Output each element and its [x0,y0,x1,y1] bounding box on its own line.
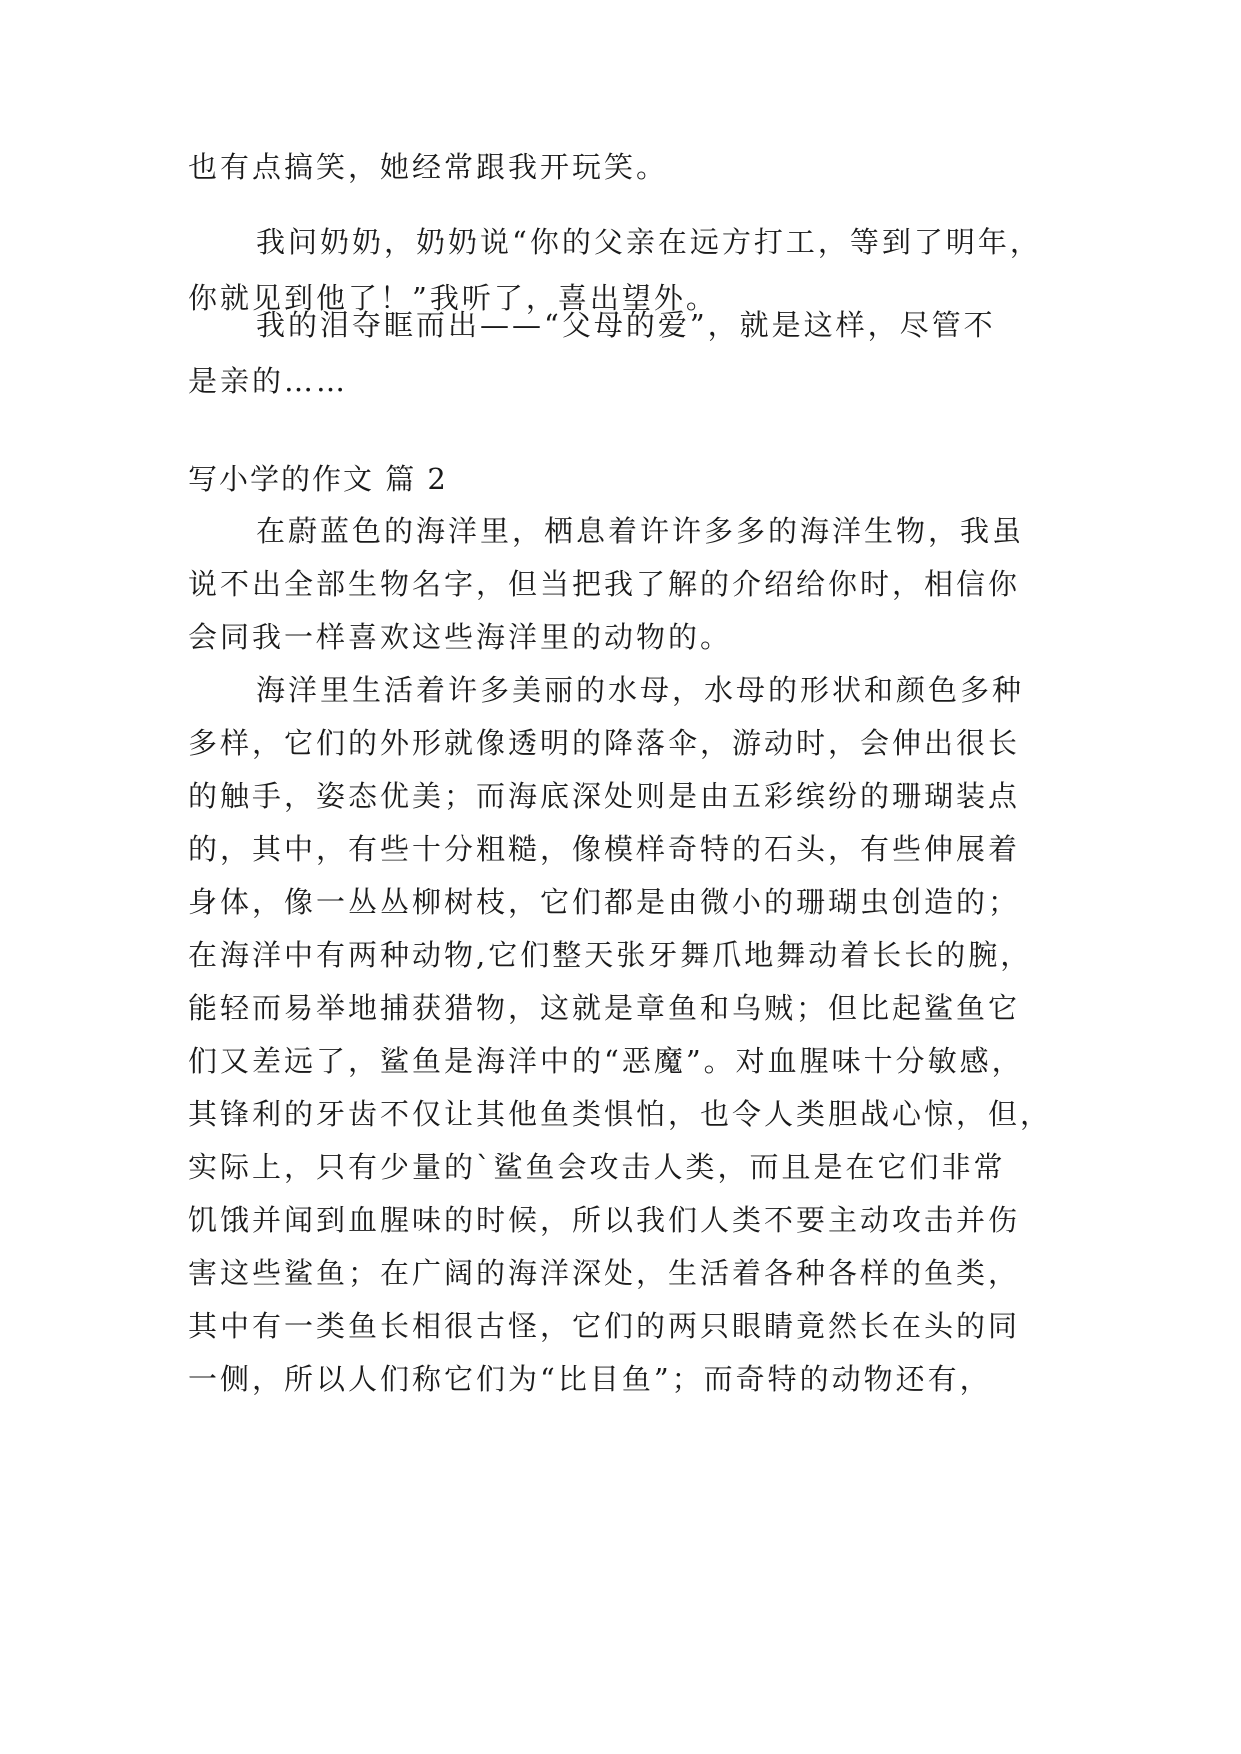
paragraph-line: 其中有一类鱼长相很古怪，它们的两只眼睛竟然长在头的同 [188,1309,1021,1343]
paragraph-line: 实际上，只有少量的`鲨鱼会攻击人类，而且是在它们非常 [188,1150,1006,1184]
paragraph-line: 会同我一样喜欢这些海洋里的动物的。 [188,620,733,654]
paragraph-line: 我的泪夺眶而出——“父母的爱”，就是这样，尽管不 [256,308,996,342]
paragraph-line: 是亲的…… [188,364,349,398]
paragraph-line: 一侧，所以人们称它们为“比目鱼”；而奇特的动物还有， [188,1362,992,1396]
paragraph-line: 也有点搞笑，她经常跟我开玩笑。 [188,150,669,184]
paragraph-line: 在海洋中有两种动物,它们整天张牙舞爪地舞动着长长的腕， [188,938,1033,972]
paragraph-line: 其锋利的牙齿不仅让其他鱼类惧怕，也令人类胆战心惊，但， [188,1097,1053,1131]
paragraph-line: 你就见到他了！”我听了，喜出望外。 [188,281,718,315]
paragraph-line: 的触手，姿态优美；而海底深处则是由五彩缤纷的珊瑚装点 [188,779,1021,813]
paragraph-line: 害这些鲨鱼；在广阔的海洋深处，生活着各种各样的鱼类， [188,1256,1021,1290]
paragraph-line: 海洋里生活着许多美丽的水母，水母的形状和颜色多种 [256,673,1025,707]
paragraph-line: 我问奶奶，奶奶说“你的父亲在远方打工，等到了明年， [256,225,1042,259]
document-page [188,0,1056,1754]
paragraph-line: 的，其中，有些十分粗糙，像模样奇特的石头，有些伸展着 [188,832,1021,866]
paragraph-line: 饥饿并闻到血腥味的时候，所以我们人类不要主动攻击并伤 [188,1203,1021,1237]
paragraph-line: 们又差远了，鲨鱼是海洋中的“恶魔”。对血腥味十分敏感， [188,1044,1024,1078]
paragraph-line: 在蔚蓝色的海洋里，栖息着许许多多的海洋生物，我虽 [256,514,1025,548]
paragraph-line: 多样，它们的外形就像透明的降落伞，游动时，会伸出很长 [188,726,1021,760]
section-heading: 写小学的作文 篇 2 [188,462,448,496]
paragraph-line: 说不出全部生物名字，但当把我了解的介绍给你时，相信你 [188,567,1021,601]
paragraph-line: 身体，像一丛丛柳树枝，它们都是由微小的珊瑚虫创造的； [188,885,1021,919]
paragraph-line: 能轻而易举地捕获猎物，这就是章鱼和乌贼；但比起鲨鱼它 [188,991,1021,1025]
